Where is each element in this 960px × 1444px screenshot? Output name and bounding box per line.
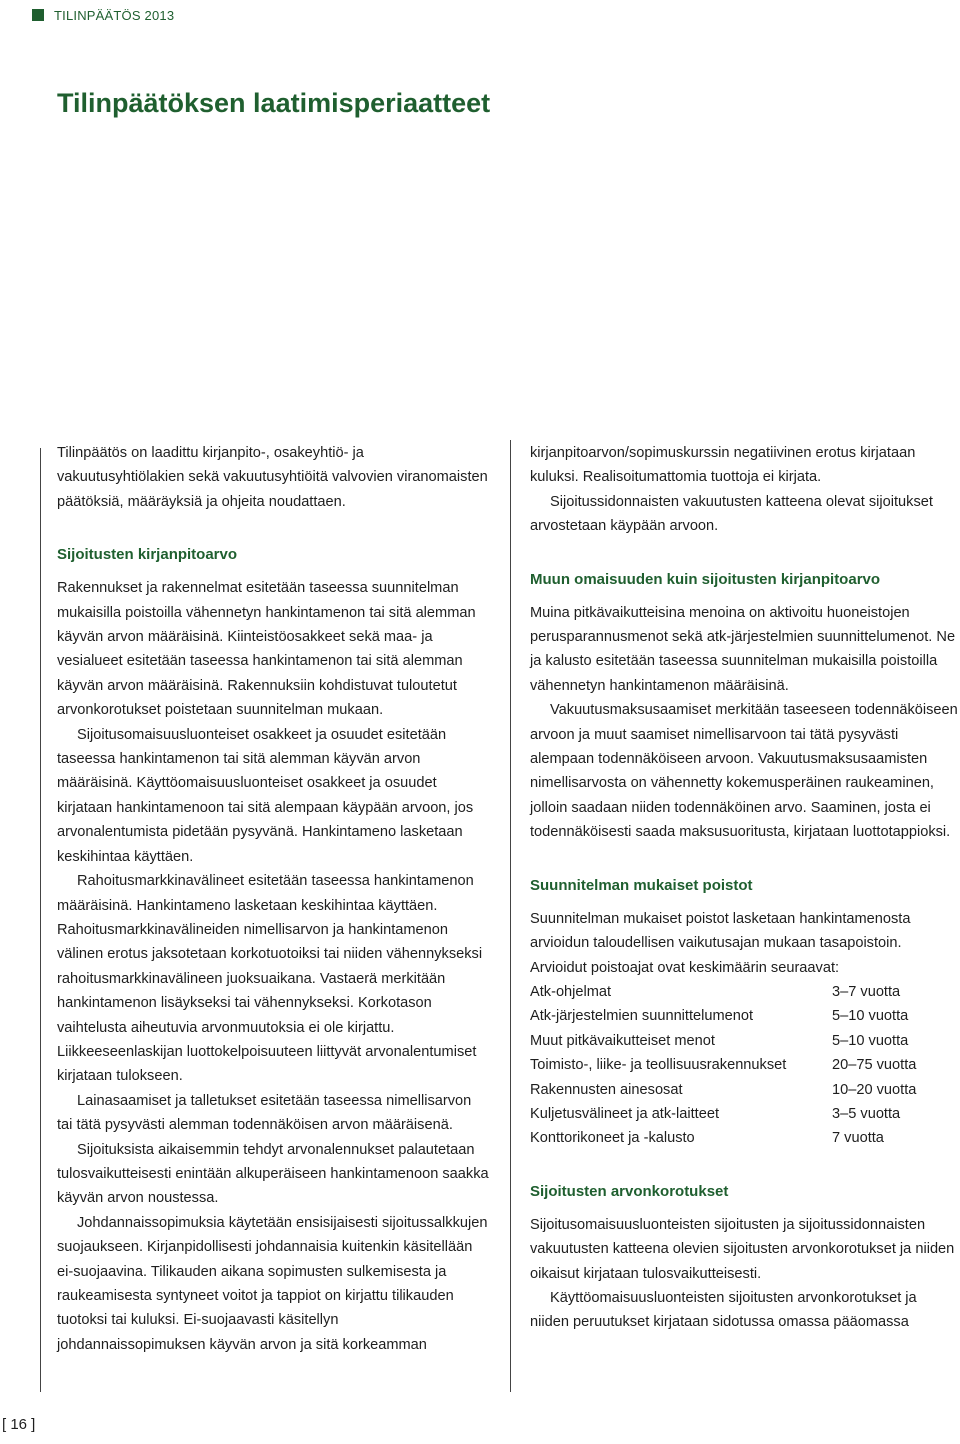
section-heading-investments: Sijoitusten kirjanpitoarvo: [57, 546, 238, 564]
paragraph: Sijoitusomaisuusluonteisten sijoitusten ja sijoitussidonnaisten vakuutusten katteena olevien sijoitusten arvonkorotukset ja niiden oikaisut kirjataan tulosvaikutteisesti.: [530, 1216, 955, 1282]
paragraph: kirjanpitoarvon/sopimuskurssin negatiivinen erotus kirjataan kuluksi. Realisoitumattomia tuottoja ei kirjata.: [530, 445, 916, 486]
table-cell-item: Kuljetusvälineet ja atk-laitteet: [530, 1105, 720, 1122]
left-column-rule: [40, 448, 41, 1392]
table-row: [530, 1053, 950, 1077]
table-cell-value: 20–75 vuotta: [832, 1057, 917, 1074]
header-label: TILINPÄÄTÖS 2013: [54, 7, 175, 23]
table-cell-item: Toimisto-, liike- ja teollisuusrakennukset: [530, 1057, 787, 1074]
page-title: Tilinpäätöksen laatimisperiaatteet: [57, 88, 491, 118]
section-heading-revaluations: Sijoitusten arvonkorotukset: [530, 1182, 729, 1200]
paragraph: Vakuutusmaksusaamiset merkitään taseeseen todennäköiseen arvoon ja muut saamiset nimellisarvoon tai tätä pysyvästi alempaan todennäköiseen arvoon. Vakuutusmaksusaamisten nimellisarvosta on vähennetty kokemusperäinen raukeaminen, jolloin saadaan niiden todennäköinen arvo. Saaminen, josta ei todennäköisesti saada maksusuoritusta, kirjataan luottotappioksi.: [530, 702, 958, 841]
table-cell-item: Atk-ohjelmat: [530, 983, 612, 1000]
paragraph: Sijoituksista aikaisemmin tehdyt arvonalennukset palautetaan tulosvaikutteisesti enintään alkuperäiseen hankintamenoon saakka käyvän arvon noustessa.: [57, 1141, 489, 1207]
table-cell-item: Rakennusten ainesosat: [530, 1081, 683, 1098]
section-heading-other-assets: Muun omaisuuden kuin sijoitusten kirjanpitoarvo: [530, 570, 881, 588]
paragraph: Muina pitkävaikutteisina menoina on aktivoitu huoneistojen perusparannusmenot sekä atk-järjestelmien suunnittelumenot. Ne ja kalusto esitetään taseessa suunnitelman mukaisilla poistoilla vähennetyn hankintamenon määräisinä.: [530, 604, 956, 694]
paragraph: Sijoitusomaisuusluonteiset osakkeet ja osuudet esitetään taseessa hankintamenon tai sitä alemman käyvän arvon määräisinä. Käyttöomaisuusluonteiset osakkeet ja osuudet kirjataan hankintamenoon tai sitä alempaan käypään arvoon, jos arvonalentumista pidetään pysyvänä. Hankintameno lasketaan keskihintaa käyttäen.: [57, 726, 474, 865]
section-heading-depreciation: Suunnitelman mukaiset poistot: [530, 876, 753, 894]
right-column: [530, 441, 958, 1335]
paragraph: Käyttöomaisuusluonteisten sijoitusten arvonkorotukset ja niiden peruutukset kirjataan sidotussa omassa pääomassa: [530, 1289, 917, 1331]
table-cell-value: 3–7 vuotta: [832, 983, 901, 1000]
depreciation-table: [530, 980, 950, 1151]
paragraph: Rakennukset ja rakennelmat esitetään taseessa suunnitelman mukaisilla poistoilla vähennetyn hankintamenon tai sitä alemman käyvän arvon määräisinä. Kiinteistöosakkeet sekä maa- ja vesialueet esitetään taseessa hankintamenon tai sitä alemman käyvän arvon määräisinä. Rakennuksiin kohdistuvat tuloutetut arvonkorotukset poistetaan suunnitelman mukaan.: [57, 580, 476, 719]
table-cell-value: 3–5 vuotta: [832, 1105, 901, 1122]
table-row: [530, 980, 950, 1004]
table-row: [530, 1102, 950, 1126]
paragraph: Suunnitelman mukaiset poistot lasketaan hankintamenosta arvioidun taloudellisen vaikutusajan mukaan tasapoistoin.: [530, 910, 911, 952]
table-cell-value: 10–20 vuotta: [832, 1081, 917, 1098]
paragraph: Lainasaamiset ja talletukset esitetään taseessa nimellisarvon tai tätä pysyvästi alemman todennäköisen arvon määräisenä.: [57, 1092, 472, 1134]
table-cell-value: 5–10 vuotta: [832, 1008, 909, 1025]
running-header: [32, 6, 174, 24]
paragraph: Arvioidut poistoajat ovat keskimäärin seuraavat:: [530, 959, 840, 976]
table-cell-value: 5–10 vuotta: [832, 1032, 909, 1049]
table-row: [530, 1078, 950, 1102]
table-row: [530, 1004, 950, 1028]
table-row: [530, 1029, 950, 1053]
intro-paragraph: Tilinpäätös on laadittu kirjanpito-, osakeyhtiö- ja vakuutusyhtiölakien sekä vakuutusyhtiöitä valvovien viranomaisten päätöksiä, määräyksiä ja ohjeita noudattaen.: [57, 445, 488, 510]
right-column-rule: [510, 440, 511, 1392]
paragraph: Johdannaissopimuksia käytetään ensisijaisesti sijoitussalkkujen suojaukseen. Kirjanpidollisesti johdannaisia kuitenkin käsitellään ei-suojaavina. Tilikauden aikana sopimusten sulkemisesta ja raukeamisesta syntyneet voitot ja tappiot on kirjattu tilikauden tuotoksi tai kuluksi. Ei-suojaavasti käsitellyn johdannaissopimuksen käyvän arvon ja sitä korkeamman: [57, 1214, 488, 1353]
paragraph: Rahoitusmarkkinavälineet esitetään taseessa hankintamenon määräisinä. Hankintameno lasketaan keskihintaa käyttäen. Rahoitusmarkkinavälineiden nimellisarvon ja hankintamenon välinen erotus jaksotetaan korkotuotoiksi tai niiden vähennykseksi rahoitusmarkkinavälineen juoksuaikana. Vastaerä merkitään hankintamenon lisäykseksi tai vähennykseksi. Korkotason vaihtelusta aiheutuvia arvonmuutoksia ei ole kirjattu. Liikkeeseenlaskijan luottokelpoisuuteen liittyvät arvonalentumiset kirjataan tulokseen.: [57, 873, 483, 1085]
page-number: [ 16 ]: [2, 1416, 36, 1433]
table-cell-item: Atk-järjestelmien suunnittelumenot: [530, 1008, 754, 1025]
table-row: [530, 1126, 950, 1150]
table-cell-item: Muut pitkävaikutteiset menot: [530, 1032, 715, 1049]
left-column: [57, 441, 489, 1357]
table-cell-item: Konttorikoneet ja -kalusto: [530, 1130, 695, 1147]
paragraph: Sijoitussidonnaisten vakuutusten katteena olevat sijoitukset arvostetaan käypään arvoon.: [530, 493, 933, 535]
table-cell-value: 7 vuotta: [832, 1130, 884, 1147]
header-square-icon: [32, 9, 44, 21]
